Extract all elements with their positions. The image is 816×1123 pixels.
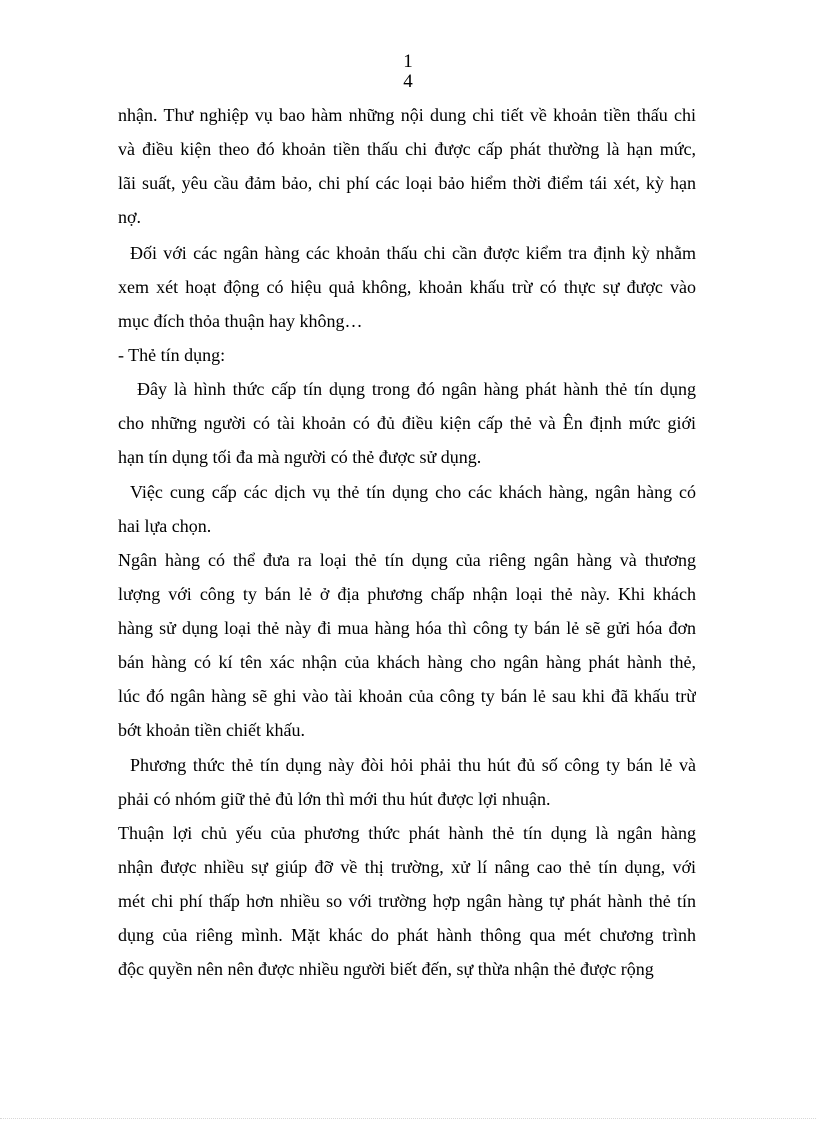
text-line: hàng sử dụng loại thẻ này đi mua hàng hóa thì công ty bán lẻ sẽ gửi hóa đơn (118, 618, 696, 638)
text-line: nợ. (118, 207, 142, 227)
text-line: lãi suất, yêu cầu đảm bảo, chi phí các loại bảo hiểm thời điểm tái xét, kỳ hạn (118, 173, 696, 193)
page-number-bottom: 4 (403, 71, 413, 92)
text-line: bán hàng có kí tên xác nhận của khách hàng cho ngân hàng phát hành thẻ, (118, 652, 696, 672)
text-line: mục đích thỏa thuận hay không… (118, 311, 363, 331)
text-line: Phương thức thẻ tín dụng này đòi hỏi phải thu hút đủ số công ty bán lẻ và (130, 755, 696, 775)
text-line: xem xét hoạt động có hiệu quả không, khoản khấu trừ có thực sự được vào (118, 277, 696, 297)
text-line: Việc cung cấp các dịch vụ thẻ tín dụng cho các khách hàng, ngân hàng có (130, 482, 696, 502)
page-number-top: 1 (403, 51, 413, 72)
text-line: nhận. Thư nghiệp vụ bao hàm những nội dung chi tiết về khoản tiền thấu chi (118, 105, 696, 125)
text-line: hạn tín dụng tối đa mà người có thẻ được sử dụng. (118, 447, 482, 467)
page-bottom-border (0, 1118, 816, 1119)
text-line: Ngân hàng có thể đưa ra loại thẻ tín dụng của riêng ngân hàng và thương (118, 550, 696, 570)
text-line: lượng với công ty bán lẻ ở địa phương chấp nhận loại thẻ này. Khi khách (118, 584, 696, 604)
text-line: Đây là hình thức cấp tín dụng trong đó ngân hàng phát hành thẻ tín dụng (137, 379, 696, 399)
text-line: dụng của riêng mình. Mặt khác do phát hành thông qua mét chương trình (118, 925, 696, 945)
text-line: phải có nhóm giữ thẻ đủ lớn thì mới thu hút được lợi nhuận. (118, 789, 551, 809)
text-line: Đối với các ngân hàng các khoản thấu chi cần được kiểm tra định kỳ nhằm (130, 243, 696, 263)
text-line: cho những người có tài khoản có đủ điều kiện cấp thẻ và Ên định mức giới (118, 413, 696, 433)
text-line: hai lựa chọn. (118, 516, 212, 536)
text-line: và điều kiện theo đó khoản tiền thấu chi được cấp phát thường là hạn mức, (118, 139, 696, 159)
text-line: mét chi phí thấp hơn nhiều so với trường hợp ngân hàng tự phát hành thẻ tín (118, 891, 696, 911)
text-line: nhận được nhiều sự giúp đỡ về thị trường, xử lí nâng cao thẻ tín dụng, với (118, 857, 696, 877)
text-line: độc quyền nên nên được nhiều người biết đến, sự thừa nhận thẻ được rộng (118, 959, 654, 979)
text-line: lúc đó ngân hàng sẽ ghi vào tài khoản của công ty bán lẻ sau khi đã khấu trừ (118, 686, 696, 706)
text-line: bớt khoản tiền chiết khấu. (118, 720, 305, 740)
text-line: - Thẻ tín dụng: (118, 345, 226, 365)
text-line: Thuận lợi chủ yếu của phương thức phát hành thẻ tín dụng là ngân hàng (118, 823, 696, 843)
